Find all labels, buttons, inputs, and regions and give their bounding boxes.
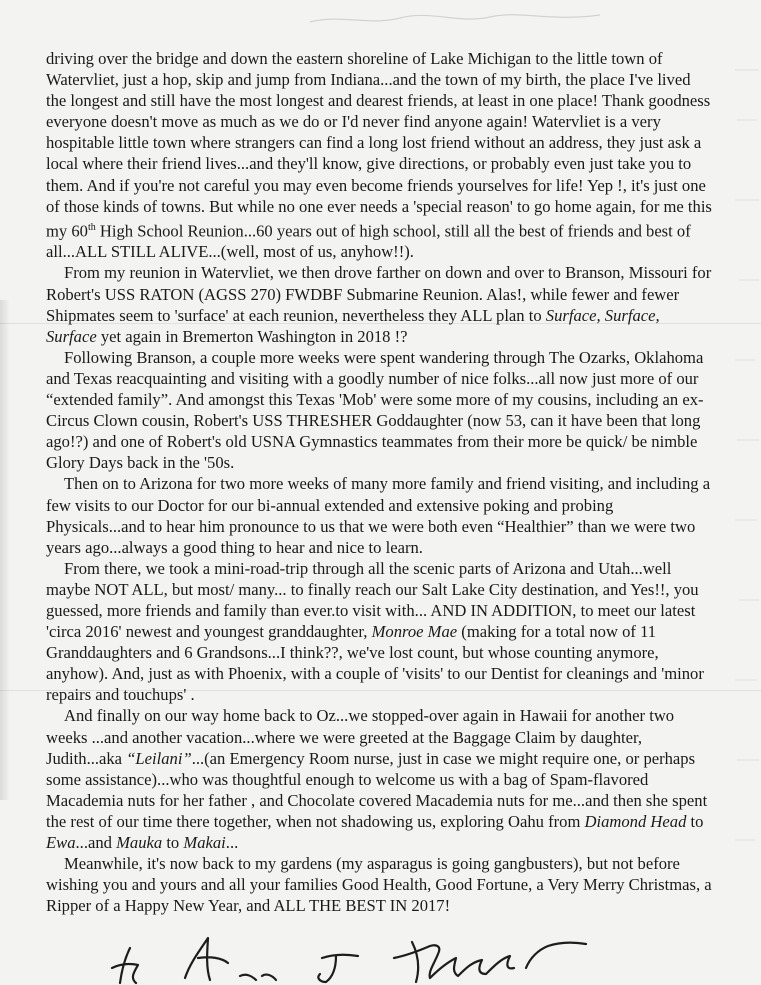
italic-place: Diamond Head (584, 811, 687, 831)
paragraph-utah (46, 558, 714, 706)
paragraph-text: ...and (75, 833, 117, 852)
show-through-scribble-top (300, 0, 620, 45)
italic-nickname: “Leilani” (126, 748, 192, 768)
italic-place: Makai (183, 833, 226, 852)
italic-place: Mauka (116, 833, 163, 852)
show-through-text-right (731, 40, 761, 940)
paragraph-text: to (686, 811, 704, 831)
italic-place: Ewa (46, 833, 76, 852)
paragraph-ozarks-texas: Following Branson, a couple more weeks were spent wandering through The Ozarks, Oklahoma and Texas reacquainting and visiting with a goodly number of nice folks...all now just more of our “extended family”. And amongst this Texas 'Mob' were some more of my cousins, including an ex-Circus Clown cousin, Robert's USS THRESHER Goddaughter (now 53, can it have been that long ago!?) and one of Robert's old USNA Gymnastics teammates from their more be quick/ be nimble Glory Days back in the '50s. (46, 347, 704, 473)
paragraph-text-end: yet again in Bremerton Washington in 2018 !? (96, 326, 408, 346)
paragraph-watervliet (46, 48, 714, 262)
letter-body (46, 48, 714, 916)
paragraph-text-end: (making for a total now of 11 Granddaughters and 6 Grandsons...I think??, we've lost count, but whose counting anymore, anyhow). And, just as with Phoenix, with a couple of 'visits' to our Dentist for cleanings and 'minor repairs and touchups' . (46, 622, 704, 705)
paragraph-arizona: Then on to Arizona for two more weeks of many more family and friend visiting, and including a few visits to our Doctor for our bi-annual extended and extensive poking and probing Physicals...and to hear him pronounce to us that we were both even “Healthier” than we were two years ago...always a good thing to hear and nice to learn. (46, 474, 711, 557)
paragraph-text: And finally on our way home back to Oz...we stopped-over again in Hawaii for another two weeks ...and another vacation...where we were greeted at the Baggage Claim by daughter, Judith...aka (46, 706, 675, 768)
paragraph-branson (46, 262, 714, 346)
italic-name: Monroe Mae (371, 622, 458, 642)
paragraph-text: ...(an Emergency Room nurse, just in case we might require one, or perhaps some assistance)...who was thoughtful enough to welcome us with a bag of Spam-flavored Macademia nuts for her father , and Chocolate covered Macademia nuts for me...and then she spent the rest of our time there together, when not shadowing us, exploring Oahu from (46, 748, 708, 831)
paragraph-text-end: High School Reunion...60 years out of high school, still all the best of friends and best of all...ALL STILL ALIVE...(well, most of us, anyhow!!). (46, 221, 691, 262)
italic-text: Surface, Surface, Surface (46, 305, 660, 346)
paragraph-text: driving over the bridge and down the eastern shoreline of Lake Michigan to the little town of Watervliet, just a hop, skip and jump from Indiana...and the town of my birth, the place I've lived the longest and still have the most longest and dearest friends, at least in one place! Thank goodness everyone doesn't move as much as we do or I'd never find anyone again! Watervliet is a very hospitable little town where strangers can find a long lost friend without an address, they just ask a local where their friend lives...and they'll know, give directions, or probably even just take you to them. And if you're not careful you may even become friends yourselves for life! Yep !, it's just one of those kinds of towns. But while no one ever needs a 'special reason' to go home again, for me this my 60 (46, 49, 712, 241)
superscript-th: th (87, 221, 96, 233)
paragraph-text: From my reunion in Watervliet, we then drove farther on down and over to Branson, Missouri for Robert's USS RATON (AGSS 270) FWDBF Submarine Reunion. Alas!, while fewer and fewer Shipmates seem to 'surface' at each reunion, nevertheless they ALL plan to (46, 263, 712, 325)
paragraph-closing: Meanwhile, it's now back to my gardens (my asparagus is going gangbusters), but not before wishing you and yours and all your families Good Health, Good Fortune, a Very Merry Christmas, a Ripper of a Happy New Year, and ALL THE BEST IN 2017! (46, 854, 712, 916)
paragraph-text: to (162, 833, 184, 852)
paragraph-hawaii (46, 705, 714, 853)
paragraph-text: From there, we took a mini-road-trip through all the scenic parts of Arizona and Utah...well maybe NOT ALL, but most/ many... to finally reach our Salt Lake City destination, and Yes!!, you guessed, more friends and family than ever.to visit with... AND IN ADDITION, to meet our latest 'circa 2016' newest and youngest granddaughter, (46, 558, 699, 642)
paragraph-text-end: ... (225, 833, 239, 852)
left-edge-shadow (0, 300, 10, 800)
handwritten-signature (90, 928, 610, 985)
